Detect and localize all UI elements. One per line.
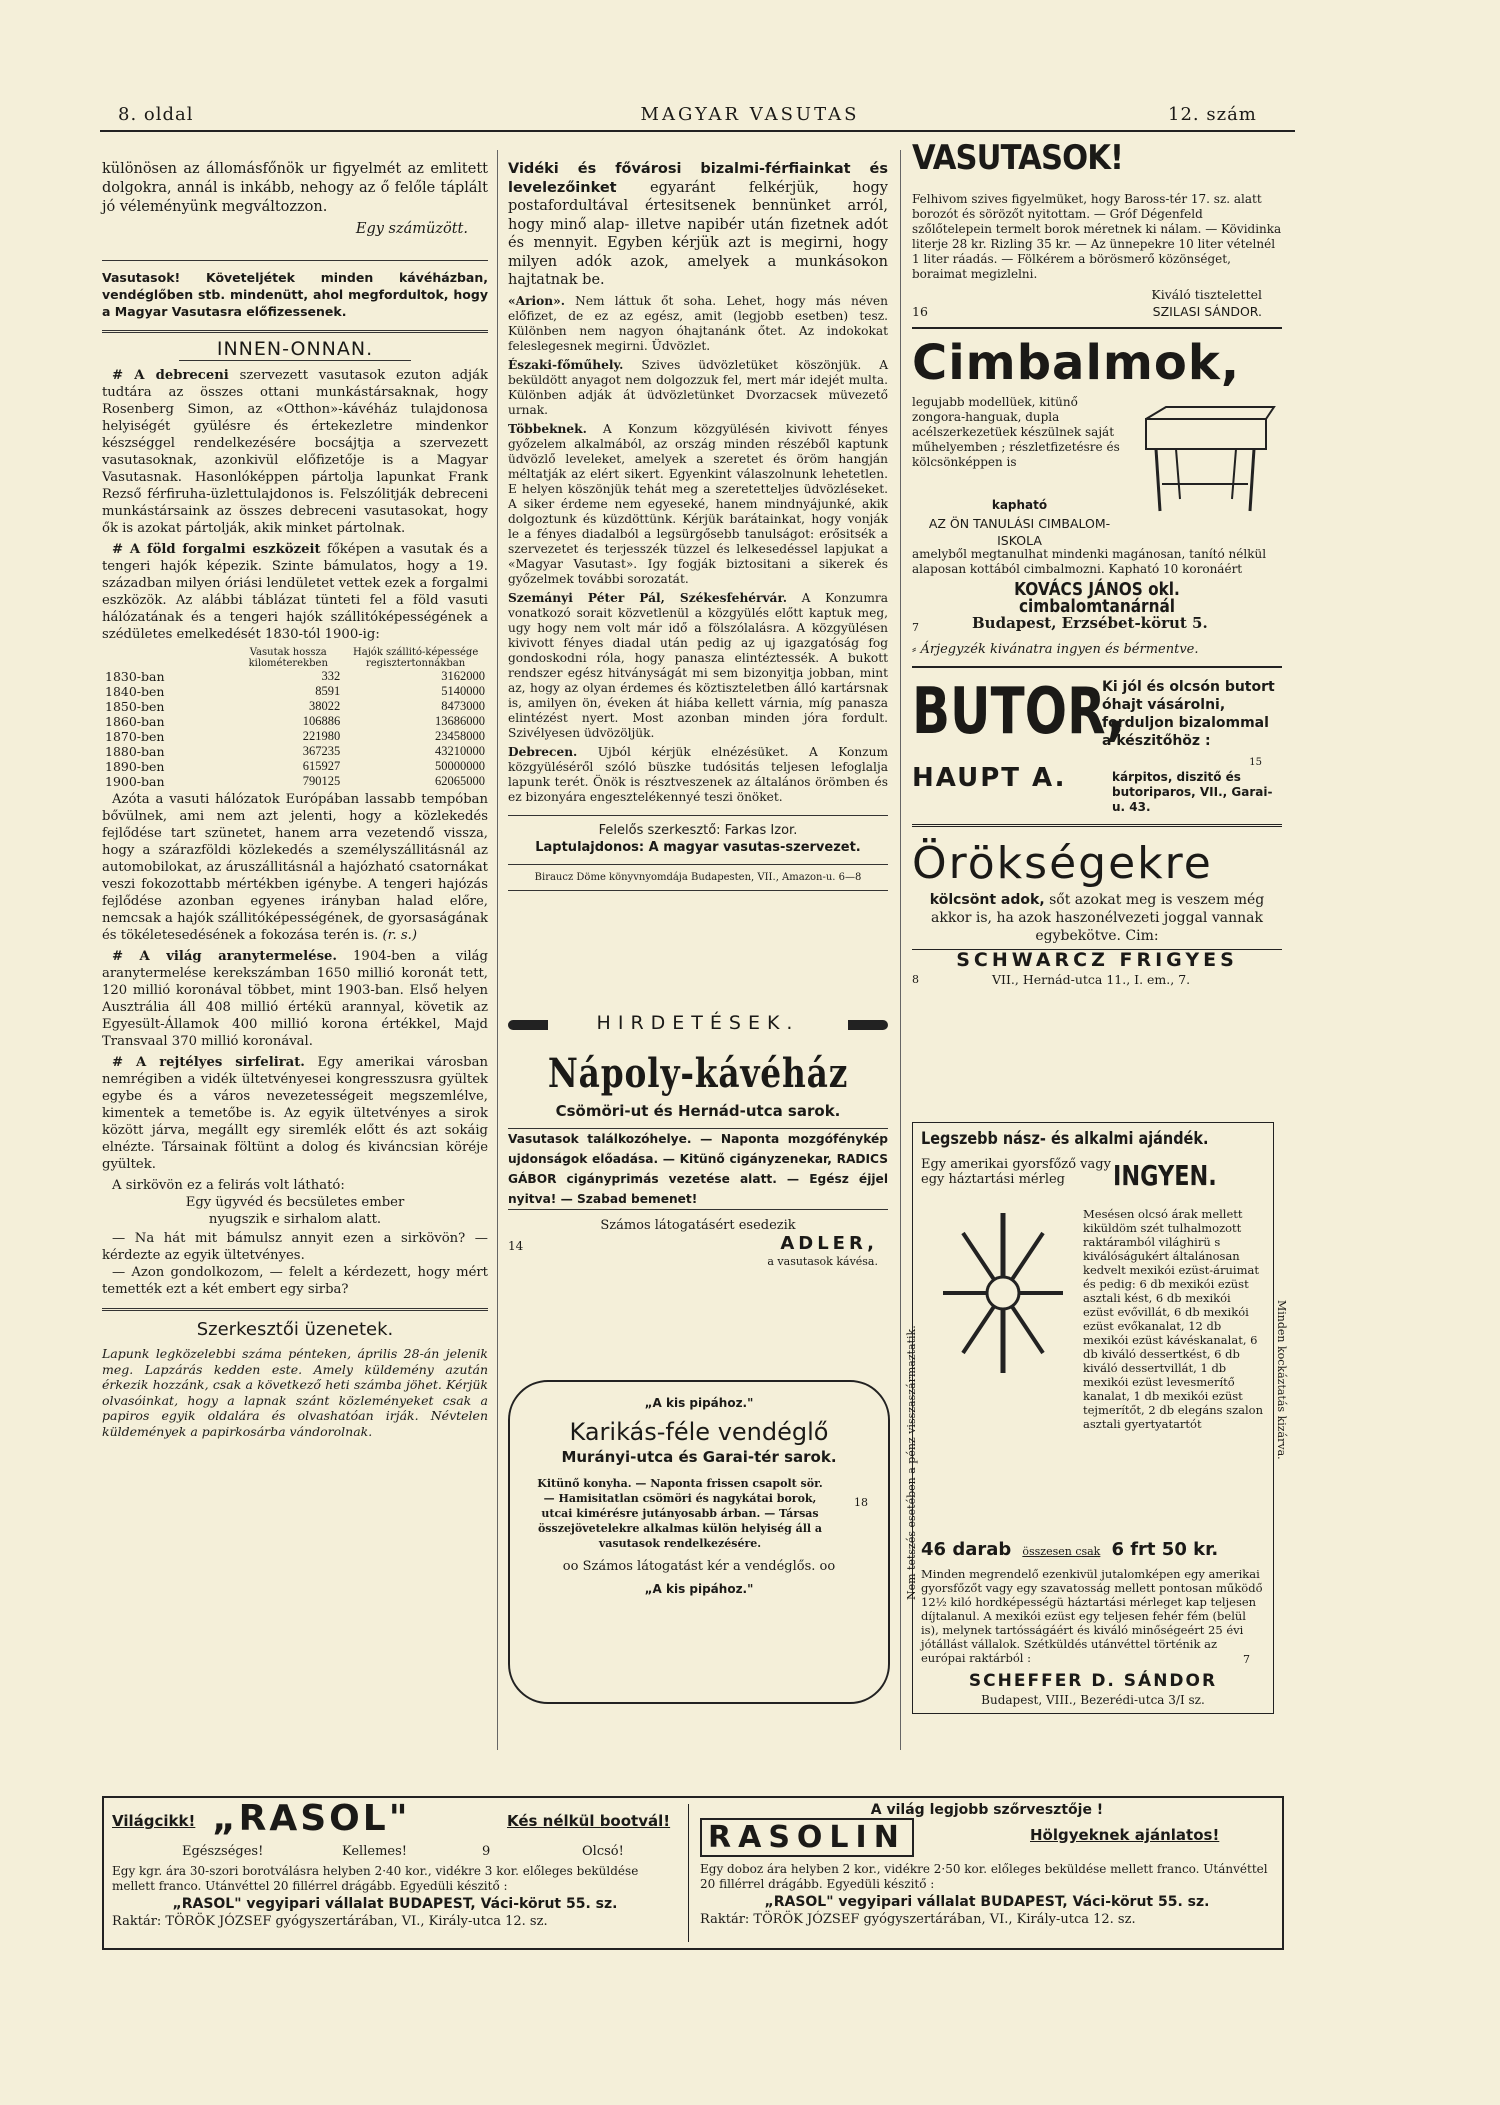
- reply-item: [508, 591, 888, 741]
- reply-text: Ujból kérjük elnézésüket. A Konzum közgyüléséről szóló büszke tudósitás teljesen lefoglalja lapunk terét. Önök is résztveszenek az általános örömben és ez bizonyára engesztelékennyé teszi önöket.: [508, 744, 888, 804]
- orokseg-name: SCHWARCZ FRIGYES: [912, 949, 1282, 969]
- ad-number: 7: [1243, 1653, 1250, 1666]
- appeal-lead: Vidéki és fővárosi bizalmi-férfiainkat és levelezőinket: [508, 161, 888, 196]
- vasutasok-text: Felhivom szives figyelmüket, hogy Baross-tér 17. sz. alatt borozót és sörözőt nyitottam. — Gróf Dégenfeld szőlőtelepein termelt borok méretnek ki nálam. — Kövidinka literje 28 kr. Rizling 35 kr. — Az ünnepekre 10 liter vételnél 1 liter ráadás. — Fölkérem a börösmerő közönséget, boraimat megizlelni.: [912, 192, 1282, 281]
- article-forgalmi: [102, 541, 488, 643]
- intro-text: különösen az állomásfőnök ur figyelmét az emlitett dolgokra, annál is inkább, nehogy az ő felőle táplált jó véleményünk megváltozzon.: [102, 161, 488, 215]
- table-header-row: [102, 647, 488, 669]
- napoly-signature: ADLER,: [780, 1233, 878, 1254]
- table-year: 1890-ben: [105, 759, 165, 774]
- cutlery-illustration-icon: [933, 1203, 1073, 1383]
- table-ship: 62065000: [435, 774, 485, 788]
- reply-lead: Északi-főműhely.: [508, 357, 624, 372]
- nasz-side-left: Nem tetszés esetében a pénz visszaszármaztatik.: [905, 1325, 918, 1600]
- orokseg-lead: kölcsönt adok,: [929, 892, 1045, 908]
- article-lead: # A föld forgalmi eszközeit: [112, 542, 321, 557]
- masthead-title: MAGYAR VASUTAS: [640, 104, 860, 125]
- appeal-block: [508, 160, 888, 290]
- nasz-side-right: Minden kockáztatás kizárva.: [1275, 1300, 1288, 1460]
- table-ship: 8473000: [441, 699, 485, 713]
- page-number: 8. oldal: [118, 104, 194, 125]
- nasz-ingyen: INGYEN.: [1113, 1159, 1217, 1192]
- table-row: [102, 684, 488, 699]
- appeal-text: egyaránt felkérjük, hogy postafordultával értesitsenek bennünket arról, hogy minő alap- illetve napibér után fizetnek adót és mennyit. Egyben kérjük azt is megirni, hogy milyen adók azok, amelyek a munkásokon hajtatnak be.: [508, 179, 888, 288]
- butor-text: Ki jól és olcsón butort óhajt vásárolni, forduljon bizalommal a készitőhöz :: [1102, 679, 1275, 749]
- rasolin-text: Egy doboz ára helyben 2 kor., vidékre 2·50 kor. előleges beküldése mellett franco. Utánvéttel 20 fillérrel drágább. Egyedüli készitő :: [700, 1862, 1268, 1891]
- table-row: [102, 774, 488, 789]
- napoly-text: Vasutasok találkozóhelye. — Naponta mozgófénykép ujdonságok előadása. — Kitünő cigányzenekar, RADICS GÁBOR cigányprimás vezetése alatt. — Egész éjjel nyitva! — Szabad bemenet!: [508, 1128, 888, 1210]
- rasolin-maker: „RASOL" vegyipari vállalat BUDAPEST, Váci-körut 55. sz.: [764, 1894, 1210, 1910]
- nasz-ad: [912, 1122, 1274, 1714]
- editorial-notes: Lapunk legközelebbi száma pénteken, április 28-án jelenik meg. Lapzárás kedden este. Amely küldemény azután érkezik hozzánk, csak a következő heti számba jöhet. Kérjük olvasóinkat, hogy a lapnak szánt közleményeket csak a papiros egyik oldalára és olvashatóan irják. Névtelen küldemények a papirkosárba vándorolnak.: [102, 1346, 488, 1439]
- reply-item: [508, 294, 888, 354]
- table-row: [102, 669, 488, 684]
- table-year: 1870-ben: [105, 729, 165, 744]
- table-ship: 13686000: [435, 714, 485, 728]
- table-ship: 23458000: [435, 729, 485, 743]
- karikas-badge: „A kis pipához.": [644, 1396, 754, 1410]
- cimbalmok-note-text: Árjegyzék kivánatra ingyen és bérmentve.: [920, 642, 1199, 657]
- article-body: Azóta a vasuti hálózatok Európában lassabb tempóban bővülnek, ami nem azt jelenti, hogy a közlekedés fejlődése tart szünetet, hanem arra vezetendő vissza, hogy a szárazföldi közlekedés a személyszállitásnál az automobilokat, az áruszállitásnál a hajózható csatornákat veszi fokozottabb mértékben igénybe. A tengeri hajózás fejlődése azonban egyenes irányban halad előre, nemcsak a hajók szállitóképességének, de gyorsaságának és tökéletesedésének a fokozása terén is.: [102, 792, 488, 943]
- intro-signature: Egy számüzött.: [355, 221, 468, 237]
- rasolin-top: A világ legjobb szőrvesztője !: [870, 1802, 1104, 1818]
- article-debreceni: [102, 367, 488, 537]
- table-year: 1900-ban: [105, 774, 165, 789]
- article-body: főképen a vasutak és a tengeri hajók képezik. Szinte bámulatos, hogy a 19. században milyen óriási lendületet vettek ezek a forgalmi eszközök. Az alábbi táblázat tünteti fel a föld vasuti hálózatának és a tengeri hajók szállitóképességének a szédületes emelkedését 1830-tól 1900-ig:: [102, 542, 488, 642]
- rasol-title: „RASOL": [212, 1798, 411, 1839]
- table-rail: 790125: [302, 774, 341, 788]
- table-rail: 8591: [315, 684, 341, 698]
- issue-number: 12. szám: [1168, 104, 1257, 125]
- rasolin-store: Raktár: TÖRÖK JÓZSEF gyógyszertárában, VI., Király-utca 12. sz.: [700, 1912, 1136, 1927]
- section-title-szerkesztoi: Szerkesztői üzenetek.: [196, 1319, 394, 1340]
- bottom-ads-divider: [688, 1804, 689, 1942]
- ad-number: 8: [912, 973, 919, 986]
- table-row: [102, 699, 488, 714]
- reply-item: [508, 358, 888, 418]
- butor-subtitle: kárpitos, diszitő és butoriparos, VII., Garai-u. 43.: [1112, 770, 1273, 814]
- cimbalmok-title: Cimbalmok,: [912, 335, 1241, 391]
- section-title-innen-onnan: INNEN-ONNAN.: [216, 338, 374, 360]
- rasol-word: Olcsó!: [582, 1844, 624, 1859]
- article-lead: # A rejtélyes sirfelirat.: [112, 1055, 305, 1070]
- dialog-line: — Na hát mit bámulsz annyit ezen a sirkövön? — kérdezte az egyik ültetvényes.: [102, 1231, 488, 1263]
- article-signature: (r. s.): [382, 928, 418, 943]
- karikas-title: Karikás-féle vendéglő: [569, 1418, 829, 1446]
- table-rail: 615927: [302, 759, 341, 773]
- notice-block: [102, 269, 488, 320]
- cimbalmok-kaphato: kapható: [991, 498, 1048, 512]
- butor-title: BUTOR,: [912, 675, 1126, 749]
- rasol-store: Raktár: TÖRÖK JÓZSEF gyógyszertárában, VI., Király-utca 12. sz.: [112, 1914, 548, 1929]
- ad-number: 9: [482, 1844, 491, 1859]
- table-rail: 106886: [302, 714, 341, 728]
- rasol-word: Kellemes!: [342, 1844, 407, 1859]
- orokseg-address: VII., Hernád-utca 11., I. em., 7.: [992, 972, 1191, 987]
- butor-name: HAUPT A.: [912, 763, 1067, 793]
- cimbalmok-text: legujabb modellüek, kitünő zongora-hanguak, dupla acélszerkezetüek készülnek saját műhelyemben ; részletfizetésre és kölcsönképpen is: [912, 395, 1120, 469]
- table-rail: 38022: [309, 699, 341, 713]
- orokseg-text: sőt azokat meg is veszem még akkor is, ha azok haszonélvezeti joggal vannak egybekötve. Cim:: [931, 892, 1265, 944]
- nasz-subtitle: Egy amerikai gyorsfőző vagy egy háztartási mérleg: [921, 1157, 1111, 1187]
- table-year: 1860-ban: [105, 714, 165, 729]
- notice-lead: Vasutasok!: [102, 270, 181, 285]
- dialog-line: Egy ügyvéd és becsületes ember: [185, 1195, 405, 1210]
- reply-text: Szives üdvözletüket köszönjük. A beküldött anyagot nem dolgozzuk fel, mert már idejét multa. Különben adják át üdvözletünket Dvorzacsek müvezető urnak.: [508, 357, 888, 417]
- imprint-editor: Felelős szerkesztő: Farkas Izor.: [598, 822, 798, 838]
- ad-number: 15: [1249, 757, 1262, 768]
- karikas-visit: oo Számos látogatást kér a vendéglős. oo: [562, 1559, 836, 1574]
- table-ship: 5140000: [441, 684, 485, 698]
- article-body: Egy amerikai városban nemrégiben a vidék ültetvényesei kongresszusra gyültek egybe és a város nevezetességeit megszemlélve, kimentek a temetőbe is. Az egyik ültetvényes a sirok között járva, megállt egy siremlék előtt és azt sokáig elnézte. Társainak föltünt a dolog és kiváncsian köréje gyültek.: [102, 1055, 488, 1172]
- reply-lead: Többeknek.: [508, 421, 587, 436]
- article-arany: [102, 948, 488, 1050]
- ads-banner-title: HIRDETÉSEK.: [596, 1012, 800, 1034]
- cimbalmok-note: ⸗ Árjegyzék kivánatra ingyen és bérmentve.: [912, 642, 1199, 657]
- orokseg-title: Örökségekre: [912, 838, 1213, 889]
- table-ship: 43210000: [435, 744, 485, 758]
- ads-banner: [508, 1012, 888, 1038]
- rasol-ad: [112, 1798, 678, 1929]
- table-row: [102, 759, 488, 774]
- rasolin-post: Hölgyeknek ajánlatos!: [1030, 1826, 1220, 1844]
- nasz-name: SCHEFFER D. SÁNDOR: [968, 1671, 1218, 1691]
- reply-text: Nem láttuk őt soha. Lehet, hogy más néven előfizet, de ez az egész, amit (legjobb esetben) tesz. Különben nem nagyon óhajtanánk őtet. Az indokokat feleslegesnek megirni. Üdvözlet.: [508, 293, 888, 353]
- vasutasok-title: VASUTASOK!: [912, 138, 1124, 178]
- karikas-ad: [508, 1380, 890, 1704]
- reply-lead: Szemányi Péter Pál, Székesfehérvár.: [508, 590, 787, 605]
- imprint-owner: Laptulajdonos: A magyar vasutas-szervezet.: [535, 839, 861, 855]
- ad-number: 14: [508, 1239, 524, 1253]
- article-continued: [102, 791, 488, 944]
- cimbalmok-text2: amelyből megtanulhat mindenki magánosan, tanító nélkül alaposan kottából cimbalmozni. Kapható 10 koronáért: [912, 547, 1267, 576]
- nasz-price-line: [921, 1539, 1271, 1560]
- rasol-text: Egy kgr. ára 30-szori borotválásra helyben 2·40 kor., vidékre 3 kor. előleges beküldése mellett franco. Utánvéttel 20 fillérrel drágább. Egyedüli készitő :: [112, 1864, 639, 1893]
- dialog-line: — Azon gondolkozom, — felelt a kérdezett, hogy mért temették ezt a két embert egy sirba?: [102, 1265, 488, 1297]
- nasz-price: 6 frt 50 kr.: [1111, 1539, 1219, 1560]
- column-middle: [508, 160, 888, 901]
- column-right: [912, 138, 1282, 989]
- nasz-address: Budapest, VIII., Bezerédi-utca 3/I sz.: [981, 1693, 1205, 1707]
- table-row: [102, 714, 488, 729]
- napoly-signature-sub: a vasutasok kávésa.: [767, 1255, 878, 1268]
- reply-text: A Konzum közgyülésén kivivott fényes győzelem alkalmából, az ország minden részéből kaptunk üdvözlő leveleket, amelyek a szeretet és öröm hangján méltatják az elért sikert. Egyenkint válaszolnunk lehetetlen. E helyen köszönjük tehát meg a szeretetteljes üdvözléseket. A siker érdeme nem egyeseké, hanem mindnyájunké, akik dolgoztunk és küzdöttünk. Kérjük barátainkat, hogy vonják le a fényes diadalból a legsürgősebb tanulságot: erősitsék a szervezetet és terjesszék tüzzel és lelkesedéssel lapjukat a «Magyar Vasutast». Igy fogják biztositani a sikerek és győzelmek további sorozatát.: [508, 421, 888, 586]
- nasz-title: Legszebb nász- és alkalmi ajándék.: [921, 1129, 1209, 1149]
- nasz-text: Mesésen olcsó árak mellett kiküldöm szét tulhalmozott raktáramból világhirü s kiválóságukért általánosan kedvelt mexikói ezüst-áruimat és pedig: 6 db mexikói ezüst asztali kést, 6 db mexikói ezüst evővillát, 6 db mexikói ezüst evőkanalat, 12 db mexikói ezüst kávéskanalat, 6 db kiváló dessertkést, 6 db kiváló dessertvillát, 1 db mexikói ezüst levesmerítő kanalat, 1 db mexikói ezüst tejmerítőt, 2 db elegáns szalon asztali gyertyatartót: [1083, 1207, 1264, 1431]
- rasolin-title: RASOLIN: [700, 1818, 914, 1857]
- nasz-text2: Minden megrendelő ezenkivül jutalomképen egy amerikai gyorsfőzőt vagy egy szavatosság mellett pontosan működő 12½ kiló hordképességü háztartási mérleget kap teljesen díjtalanul. A mexikói ezüst egy teljesen fehér fém (belül is), melynek tartósságáért és kiváló minőségeért 25 évi jótállást vállalok. Szétküldés utánvéttel történik az európai raktárból :: [921, 1567, 1263, 1665]
- nasz-price-lead: 46 darab: [921, 1539, 1012, 1560]
- rasol-maker: „RASOL" vegyipari vállalat BUDAPEST, Váci-körut 55. sz.: [172, 1896, 618, 1912]
- cimbalmok-name: KOVÁCS JÁNOS okl. cimbalomtanárnál: [1014, 579, 1180, 617]
- dialog-line: A sirkövön ez a felirás volt látható:: [112, 1178, 345, 1193]
- dialog-line: nyugszik e sirhalom alatt.: [208, 1212, 382, 1227]
- table-header-ship: Hajók szállitó-képessége regisztertonnákban: [353, 647, 479, 669]
- header-rule: [100, 130, 1295, 132]
- reply-item: [508, 422, 888, 587]
- napoly-title: Nápoly-kávéház: [547, 1050, 849, 1097]
- table-row: [102, 729, 488, 744]
- orokseg-text-block: [912, 891, 1282, 945]
- table-ship: 3162000: [441, 669, 485, 683]
- reply-lead: Debrecen.: [508, 744, 578, 759]
- column-left: [102, 160, 488, 1443]
- rasol-post: Kés nélkül bootvál!: [507, 1812, 671, 1830]
- table-year: 1840-ben: [105, 684, 165, 699]
- column-divider: [900, 150, 901, 1750]
- rasol-pre: Világcikk!: [112, 1812, 196, 1830]
- article-body: szervezett vasutasok ezuton adják tudtára az összes ottani munkástársaknak, hogy Rosenberg Simon, az «Otthon»-kávéház tulajdonosa helyiségét gyülésre és értekezletre mindenkor készséggel rendelkezésére bocsájtja a szervezett vasutasoknak, azonkivül előfizetője is a Magyar Vasutasnak. Hasonlóképpen pártolja lapunkat Frank Rezső férfiruha-üzlettulajdonos is. Felszólitják debreceni munkástársaink az összes debreceni vasutasokat, hogy ők is azokat pártolják, akik minket pártolnak.: [102, 368, 488, 536]
- table-year: 1830-ban: [105, 669, 165, 684]
- vasutasok-regards: Kiváló tisztelettel: [1151, 287, 1262, 302]
- table-rail: 367235: [302, 744, 341, 758]
- ad-number: 16: [912, 304, 928, 319]
- table-year: 1850-ben: [105, 699, 165, 714]
- article-body: 1904-ben a világ aranytermelése kerekszámban 1650 millió koronát tett, 120 millió koronával többet, mint 1903-ban. Első helyen Ausztrália áll 408 millió értékü arannyal, követik az Egyesült-Államok 400 millió korona értékkel, Majd Transvaal 370 millió koronával.: [102, 949, 488, 1049]
- cimbalmok-school: AZ ÖN TANULÁSI CIMBALOM-ISKOLA: [928, 516, 1111, 548]
- table-header-rail: Vasutak hossza kilométerekben: [248, 647, 328, 669]
- notice-text: Követeljétek minden kávéházban, vendéglőben stb. mindenütt, ahol megfordultok, hogy a Magyar Vasutasra előfizessenek.: [102, 270, 488, 319]
- cimbalmok-address: Budapest, Erzsébet-körut 5.: [972, 614, 1208, 632]
- article-sirfelirat: [102, 1054, 488, 1173]
- transport-table: [102, 647, 488, 789]
- table-rail: 332: [321, 669, 341, 683]
- karikas-subtitle: Murányi-utca és Garai-tér sarok.: [561, 1448, 837, 1466]
- table-row: [102, 744, 488, 759]
- ad-number: 7: [912, 621, 919, 634]
- printer-line: Biraucz Döme könyvnyomdája Budapesten, VII., Amazon-u. 6—8: [534, 871, 862, 883]
- vasutasok-signature: SZILASI SÁNDOR.: [1152, 304, 1262, 319]
- bottom-ads-frame: [102, 1796, 1284, 1950]
- column-divider: [497, 150, 498, 1750]
- article-lead: # A debreceni: [112, 368, 229, 383]
- table-rail: 221980: [302, 729, 341, 743]
- nasz-price-mid: összesen csak: [1022, 1545, 1101, 1558]
- karikas-badge: „A kis pipához.": [644, 1582, 754, 1596]
- ad-number: 18: [854, 1496, 868, 1509]
- rasol-word: Egészséges!: [182, 1844, 264, 1859]
- article-lead: # A világ aranytermelése.: [112, 949, 337, 964]
- table-ship: 50000000: [435, 759, 485, 773]
- rasolin-ad: [700, 1802, 1274, 1927]
- cimbalom-illustration-icon: [1136, 399, 1276, 519]
- karikas-text: Kitünő konyha. — Naponta frissen csapolt sör. — Hamisitatlan csömöri és nagykátai borok, utcai kimérésre jutányosabb árban. — Társas összejövetelekre alkalmas külön helyiség áll a vasutasok rendelkezésére.: [537, 1477, 823, 1550]
- reply-text: A Konzumra vonatkozó sorait közvetlenül a közgyülés előtt kaptuk meg, ugy hogy nem volt már idő a fölszólalásra. A közgyülésen kivivott fényes diadal után pedig az uj igazgatóság fog gondoskodni róla, hogy panasza elintéztessék. A bukott rendszer egész hitványságát mi sem bizonyitja jobban, mint az, hogy az olyan érdemes és köztiszteletben álló kartársnak is, amilyen ön, éveken át hiába kellett várnia, míg panasza elintézést nyert. Most azonban minden jóra fordult. Szivélyesen üdvözöljük.: [508, 590, 888, 740]
- napoly-ad: [508, 1050, 888, 1273]
- reply-item: [508, 745, 888, 805]
- table-year: 1880-ban: [105, 744, 165, 759]
- napoly-subtitle: Csömöri-ut és Hernád-utca sarok.: [555, 1102, 841, 1120]
- napoly-visit: Számos látogatásért esedezik: [600, 1218, 796, 1233]
- butor-ad: [912, 675, 1282, 818]
- reply-lead: «Arion».: [508, 293, 565, 308]
